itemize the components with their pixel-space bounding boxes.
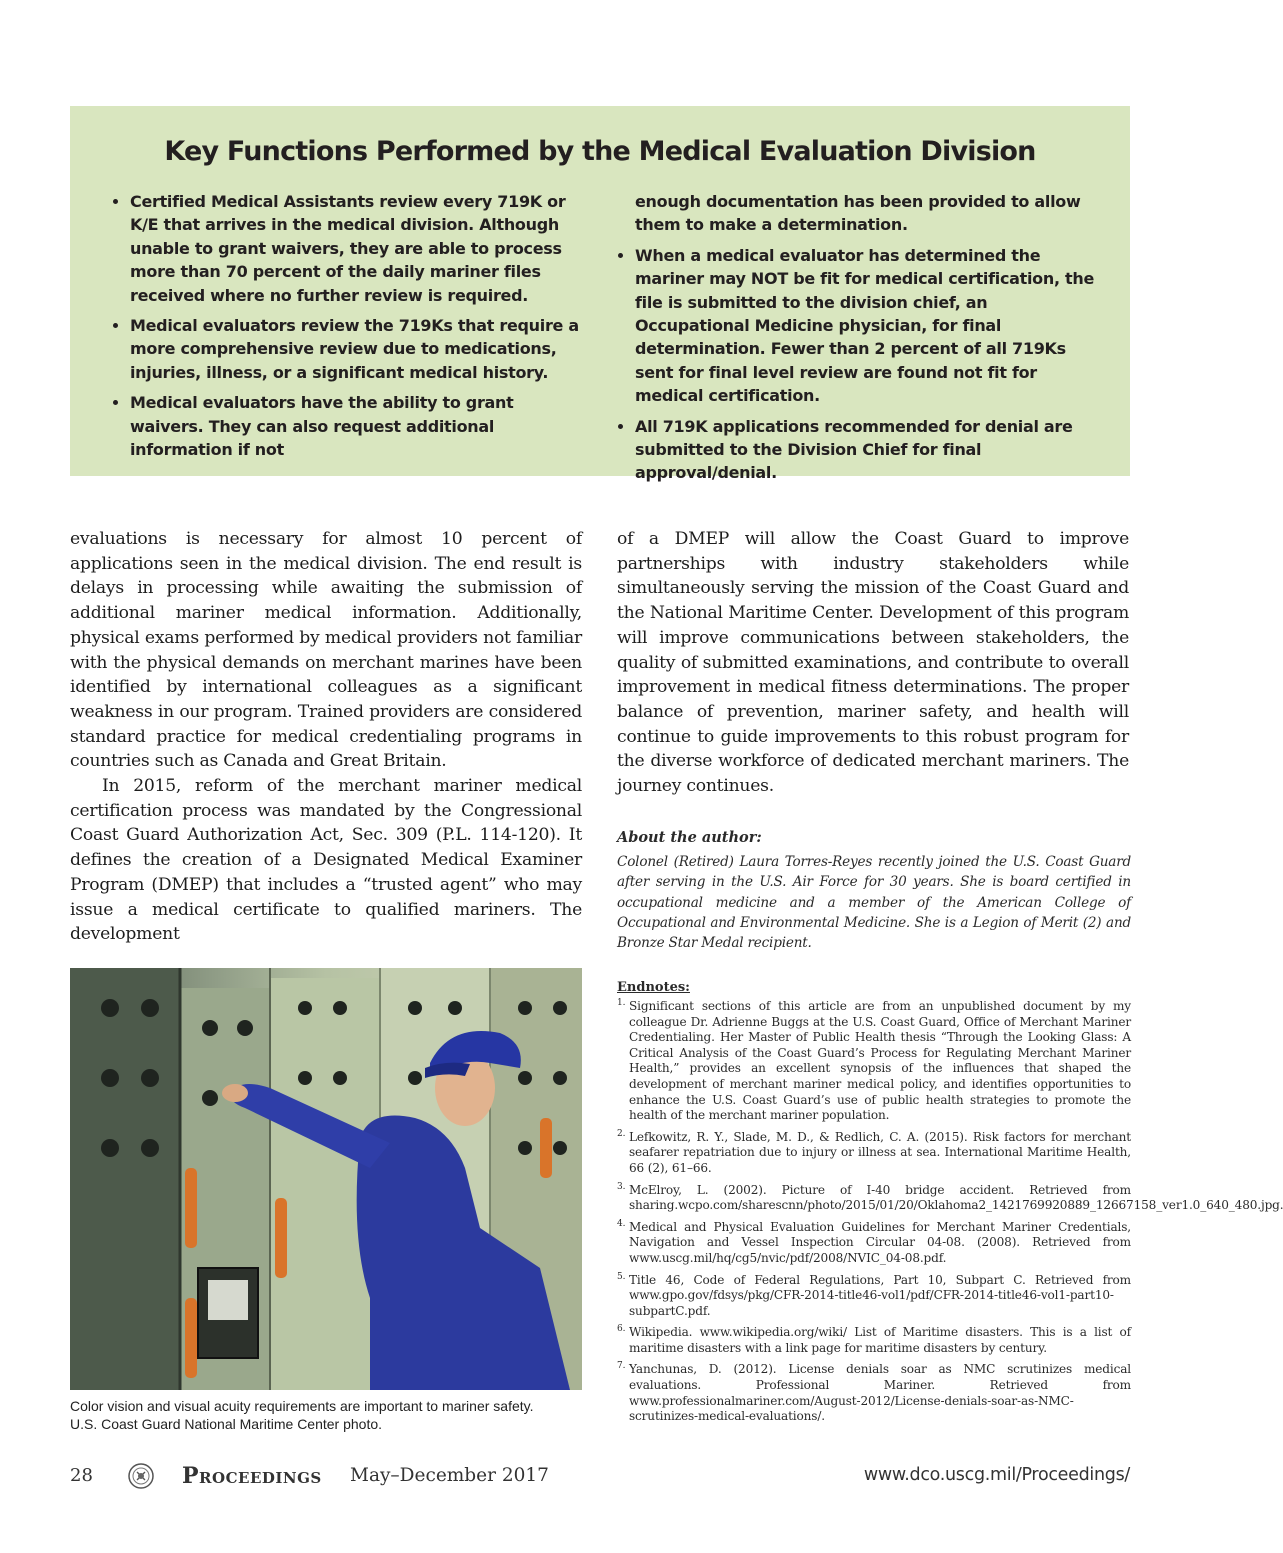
photo-illustration: [70, 968, 582, 1390]
endnote-number: 3.: [617, 1181, 626, 1192]
page-footer: [0, 1463, 1200, 1493]
coast-guard-seal-icon: [128, 1463, 154, 1489]
author-bio: Colonel (Retired) Laura Torres-Reyes recently joined the U.S. Coast Guard after serving in the U.S. Air Force for 30 years. She is board certified in occupational medicine and a member of the American College of Occupational and Environmental Medicine. She is a Legion of Merit (2) and Bronze Star Medal recipient.: [617, 854, 1131, 952]
endnote-item: [617, 1220, 1131, 1267]
list-item: • All 719K applications recommended for denial are submitted to the Division Chief for final approval/denial.: [635, 415, 1097, 485]
page-number: 28: [70, 1465, 93, 1486]
endnote-text: Yanchunas, D. (2012). License denials soar as NMC scrutinizes medical evaluations. Professional Mariner. Retrieved from www.professionalmariner.com/August-2012/License-denials-soar-as-NMC-scrutinizes-medical-evaluations/.: [629, 1362, 1131, 1424]
body-paragraph: In 2015, reform of the merchant mariner medical certification process was mandated by the Congressional Coast Guard Authorization Act, Sec. 309 (P.L. 114-120). It defines the creation of a Designated Medical Examiner Program (DMEP) that includes a “trusted agent” who may issue a medical certificate to qualified mariners. The development: [70, 776, 582, 945]
box-right-list: [613, 190, 1097, 492]
body-paragraph: evaluations is necessary for almost 10 percent of applications seen in the medical division. The end result is delays in processing while awaiting the submission of additional mariner medical information. Additionally, physical exams performed by medical providers not familiar with the physical demands on merchant marines have been identified by international colleagues as a significant weakness in our program. Trained providers are considered standard practice for medical credentialing programs in countries such as Canada and Great Britain.: [70, 529, 582, 772]
box-left-list: [108, 190, 590, 468]
caption-line: Color vision and visual acuity requirements are important to mariner safety.: [70, 1398, 534, 1414]
about-author: [617, 829, 1131, 953]
website-url: www.dco.uscg.mil/Proceedings/: [863, 1465, 1130, 1485]
box-title: Key Functions Performed by the Medical Evaluation Division: [164, 136, 1036, 167]
publication-name: Proceedings: [182, 1463, 322, 1489]
endnote-text: McElroy, L. (2002). Picture of I-40 bridge accident. Retrieved from sharing.wcpo.com/sharescnn/photo/2015/01/20/Oklahoma2_1421769920889_12667158_ver1.0_640_480.jpg.: [629, 1182, 1283, 1213]
caption-credit: U.S. Coast Guard National Maritime Center photo.: [70, 1415, 383, 1432]
endnote-number: 2.: [617, 1128, 626, 1139]
endnote-text: Wikipedia. www.wikipedia.org/wiki/ List of Maritime disasters. This is a list of maritime disasters with a link page for maritime disasters by century.: [629, 1325, 1131, 1355]
article-left-column: [70, 527, 582, 947]
endnotes-heading: Endnotes:: [617, 980, 690, 995]
body-paragraph: of a DMEP will allow the Coast Guard to improve partnerships with industry stakeholders while simultaneously serving the mission of the Coast Guard and the National Maritime Center. Development of this program will improve communications between stakeholders, the quality of submitted examinations, and contribute to overall improvement in medical fitness determinations. The proper balance of prevention, mariner safety, and health will continue to guide improvements to this robust program for the diverse workforce of dedicated merchant mariners. The journey continues.: [617, 529, 1129, 797]
endnote-text: Lefkowitz, R. Y., Slade, M. D., & Redlich, C. A. (2015). Risk factors for merchant seafarer repatriation due to injury or illness at sea. International Maritime Health, 66 (2), 61–66.: [629, 1129, 1131, 1175]
list-item: • Medical evaluators review the 719Ks that require a more comprehensive review due to medications, injuries, illness, or a significant medical history.: [130, 314, 590, 384]
endnote-item: [617, 999, 1131, 1124]
endnote-number: 6.: [617, 1324, 626, 1335]
endnote-number: 1.: [617, 998, 626, 1008]
list-item: • Medical evaluators have the ability to grant waivers. They can also request additional information if not: [130, 391, 590, 461]
issue-date: May–December 2017: [350, 1465, 549, 1486]
article-right-column: [617, 527, 1129, 799]
key-functions-box: [70, 106, 1130, 483]
endnote-number: 4.: [617, 1218, 626, 1229]
author-heading: About the author:: [617, 829, 762, 846]
list-item: • Certified Medical Assistants review every 719K or K/E that arrives in the medical division. Although unable to grant waivers, they are able to process more than 70 percent of the daily mariner files received where no further review is required.: [130, 190, 590, 307]
list-item: • When a medical evaluator has determined the mariner may NOT be fit for medical certification, the file is submitted to the division chief, an Occupational Medicine physician, for final determination. Fewer than 2 percent of all 719Ks sent for final level review are found not fit for medical certification.: [635, 244, 1097, 408]
endnote-item: [617, 1362, 1131, 1424]
endnote-item: [617, 1181, 1283, 1214]
endnote-text: Significant sections of this article are from an unpublished document by my colleague Dr. Adrienne Buggs at the U.S. Coast Guard, Office of Merchant Mariner Credentialing. Her Master of Public Health thesis “Through the Looking Glass: A Critical Analysis of the Coast Guard’s Process for Regulating Merchant Mariner Health,” provides an excellent synopsis of the influences that shaped the development of merchant mariner medical policy, and identifies opportunities to enhance the U.S. Coast Guard’s use of public health strategies to promote the health of the merchant mariner population.: [629, 999, 1131, 1123]
endnote-item: [617, 1130, 1131, 1177]
endnotes: [617, 980, 1283, 1431]
list-item-continuation: enough documentation has been provided to allow them to make a determination.: [635, 192, 1081, 235]
endnote-number: 5.: [617, 1271, 626, 1282]
endnote-text: Title 46, Code of Federal Regulations, Part 10, Subpart C. Retrieved from www.gpo.gov/fdsys/pkg/CFR-2014-title46-vol1/pdf/CFR-2014-title46-vol1-part10-subpartC.pdf.: [629, 1272, 1131, 1318]
endnote-text: Medical and Physical Evaluation Guidelines for Merchant Mariner Credentials, Navigation and Vessel Inspection Circular 04-08. (2008). Retrieved from www.uscg.mil/hq/cg5/nvic/pdf/2008/NVIC_04-08.pdf.: [629, 1219, 1131, 1265]
endnote-number: 7.: [617, 1361, 626, 1372]
endnote-item: [617, 1273, 1131, 1320]
photo-caption: [70, 1398, 590, 1433]
endnote-item: [617, 1325, 1131, 1356]
mariner-photo: [70, 968, 582, 1390]
